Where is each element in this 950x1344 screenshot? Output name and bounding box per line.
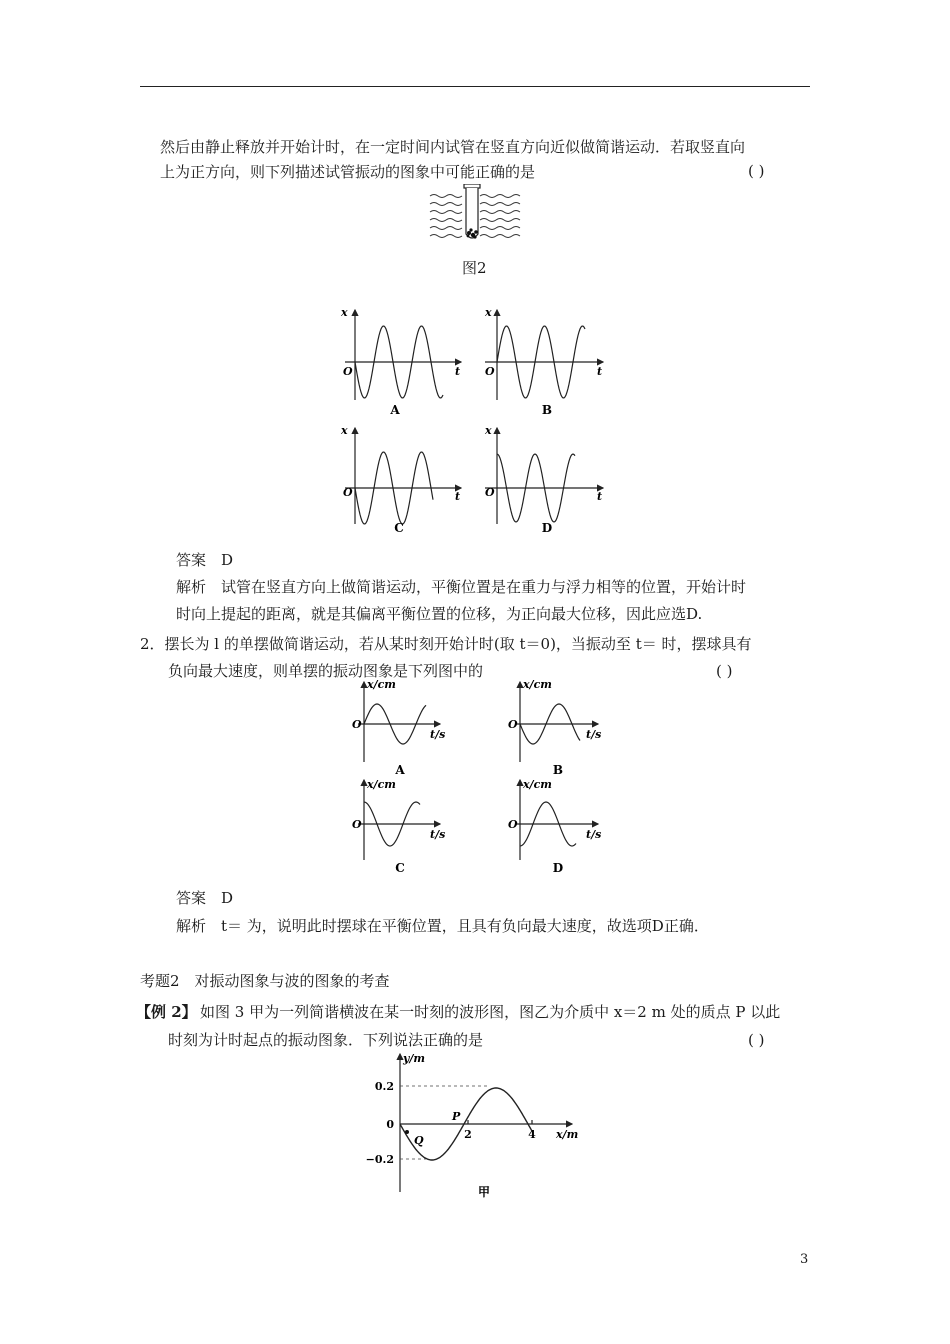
wave-x-label: x/m [556, 1128, 579, 1141]
answer-2: 答案 D [176, 889, 234, 907]
topic-2-heading: 考题2 对振动图象与波的图象的考查 [140, 972, 390, 990]
example-2-line1: 如图 3 甲为一列简谐横波在某一时刻的波形图，图乙为介质中 x＝2 m 处的质点 P 以此 [200, 1003, 781, 1021]
graph-1b-x-label: x [485, 306, 492, 319]
graph-2a-y-label: x/cm [367, 678, 396, 691]
answer-paren-2: ( ) [716, 662, 733, 680]
graph-1b [485, 310, 603, 400]
option-label-2b: B [552, 763, 564, 777]
page-number: 3 [800, 1252, 809, 1267]
graph-2c-y-label: x/cm [367, 778, 396, 791]
graph-2c [358, 780, 440, 860]
wave-y-label: y/m [403, 1052, 426, 1065]
wave-tick-0: 0 [386, 1118, 394, 1131]
wave-tick-2: 2 [464, 1128, 472, 1141]
example-2-label: 【例 2】 [136, 1003, 197, 1021]
graph-2c-t-label: t/s [430, 828, 446, 841]
option-label-1a: A [390, 403, 400, 417]
example-2-line2: 时刻为计时起点的振动图象．下列说法正确的是 [168, 1031, 484, 1049]
option-label-2a: A [395, 763, 405, 777]
vibration-graphs-1 [335, 300, 625, 540]
graph-2d-origin: O [508, 818, 518, 831]
answer-paren-3: ( ) [748, 1031, 765, 1049]
graph-1c [345, 428, 461, 524]
graph-1d [485, 428, 603, 524]
graph-2b-t-label: t/s [586, 728, 602, 741]
graph-1b-origin: O [485, 365, 495, 378]
option-label-1d: D [541, 521, 553, 535]
graph-1c-origin: O [343, 486, 353, 499]
graph-1d-x-label: x [485, 424, 492, 437]
graph-2d [516, 780, 598, 860]
header-rule [140, 86, 810, 87]
option-label-2d: D [552, 861, 564, 875]
wave-point-p: P [452, 1110, 461, 1123]
q1-line1: 然后由静止释放并开始计时，在一定时间内试管在竖直方向近似做简谐运动．若取竖直向 [160, 138, 746, 156]
test-tube-figure [428, 184, 528, 246]
graph-2c-origin: O [352, 818, 362, 831]
graph-1a-x-label: x [341, 306, 348, 319]
graph-2b-origin: O [508, 718, 518, 731]
q2-line2: 负向最大速度，则单摆的振动图象是下列图中的 [168, 662, 484, 680]
wave-tick-0.2: 0.2 [374, 1080, 394, 1093]
graph-2d-t-label: t/s [586, 828, 602, 841]
graph-1a-origin: O [343, 365, 353, 378]
answer-paren-1: ( ) [748, 162, 765, 180]
graph-2a-origin: O [352, 718, 362, 731]
explanation-1-line1: 解析 试管在竖直方向上做简谐运动，平衡位置是在重力与浮力相等的位置，开始计时 [176, 578, 747, 596]
graph-2a-t-label: t/s [430, 728, 446, 741]
wave-tick-4: 4 [528, 1128, 536, 1141]
graph-2a [358, 682, 440, 762]
explanation-1-line2: 时向上提起的距离，就是其偏离平衡位置的位移，为正向最大位移，因此应选D. [176, 605, 703, 623]
option-label-2c: C [395, 861, 405, 875]
explanation-2: 解析 t＝ 为，说明此时摆球在平衡位置，且具有负向最大速度，故选项D正确． [176, 917, 709, 935]
graph-1d-t-label: t [597, 490, 603, 503]
graph-1a [345, 310, 461, 400]
graph-1a-t-label: t [455, 365, 461, 378]
option-label-1c: C [394, 521, 404, 535]
option-label-1b: B [541, 403, 553, 417]
wave-caption: 甲 [477, 1185, 491, 1199]
graph-1c-t-label: t [455, 490, 461, 503]
point-q-dot [405, 1130, 409, 1134]
graph-1c-x-label: x [341, 424, 348, 437]
wave-graph-jia [360, 1050, 590, 1200]
graph-1b-t-label: t [597, 365, 603, 378]
figure-2-caption: 图2 [462, 259, 487, 277]
answer-1: 答案 D [176, 551, 234, 569]
graph-1d-origin: O [485, 486, 495, 499]
vibration-graphs-2 [340, 676, 620, 880]
q1-line2: 上为正方向，则下列描述试管振动的图象中可能正确的是 [160, 163, 536, 181]
wave-tick-minus-0.2: −0.2 [365, 1153, 394, 1166]
wave-point-q: Q [414, 1134, 424, 1147]
q2-line1: 2．摆长为 l 的单摆做简谐运动，若从某时刻开始计时(取 t＝0)，当振动至 t＝ 时，摆球具有 [140, 635, 752, 653]
graph-2b [516, 682, 598, 762]
graph-2d-y-label: x/cm [523, 778, 552, 791]
graph-2b-y-label: x/cm [523, 678, 552, 691]
